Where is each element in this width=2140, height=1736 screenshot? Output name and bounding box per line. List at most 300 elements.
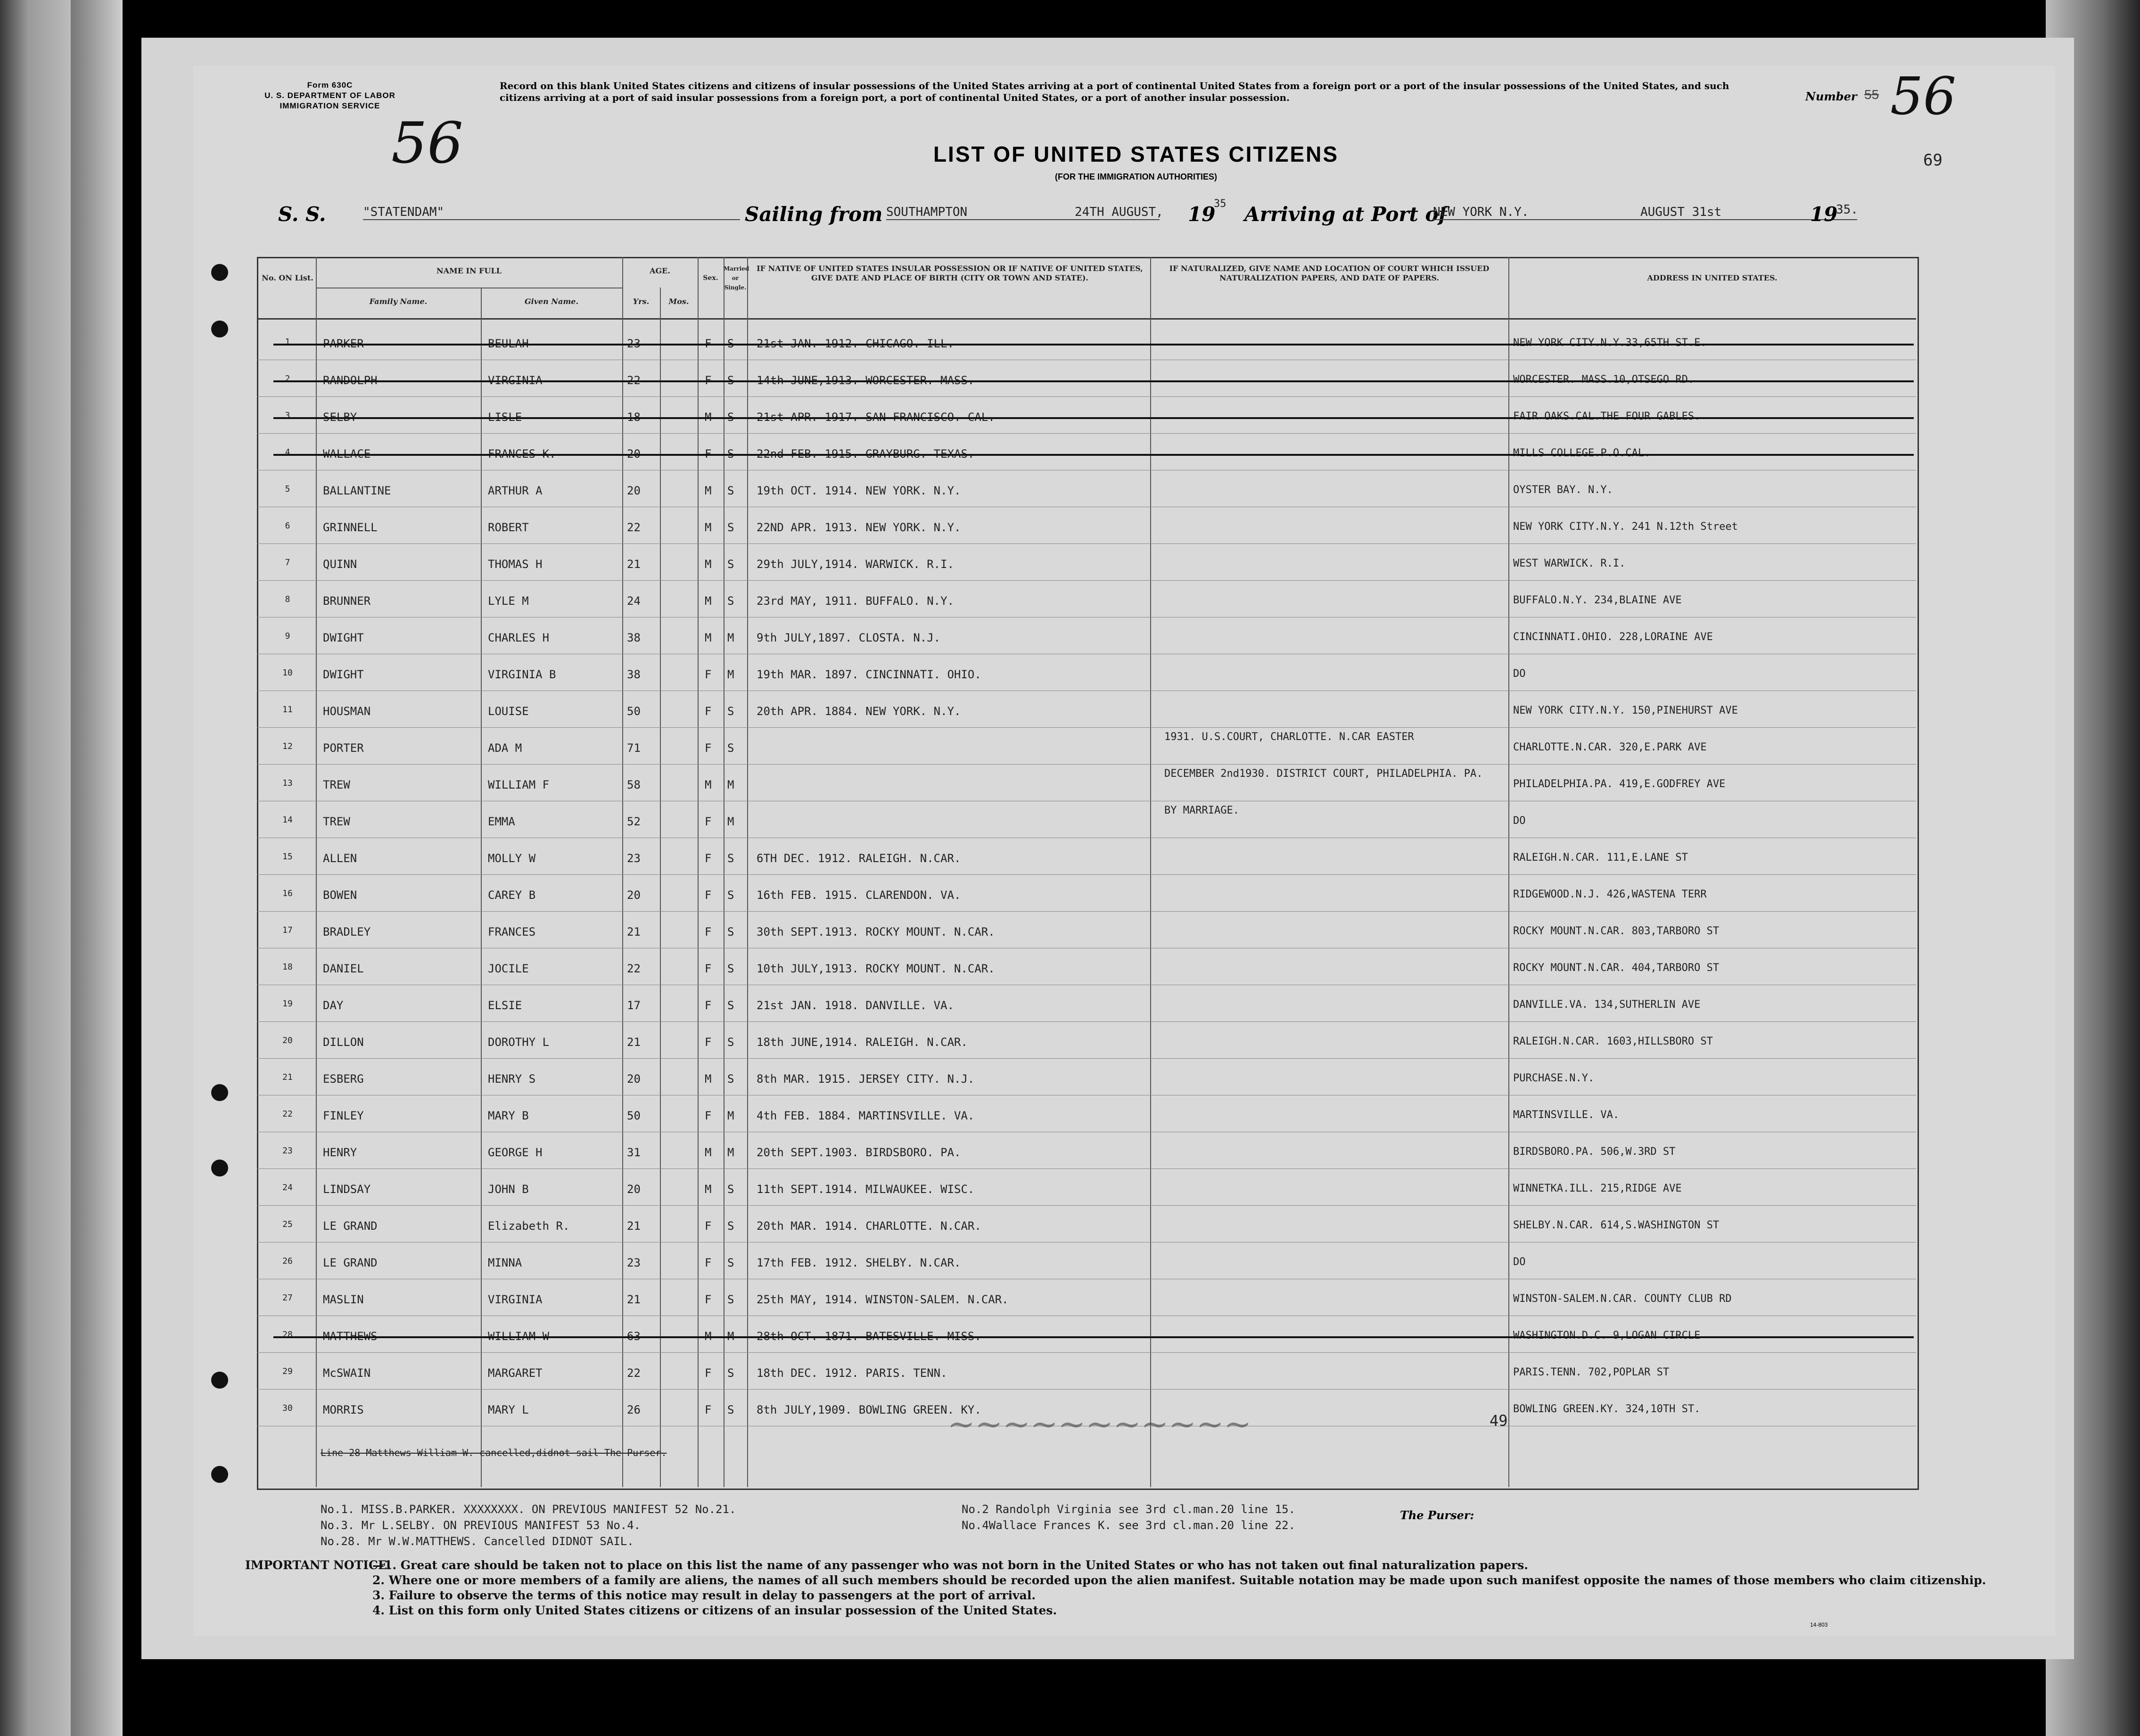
row-given-name: WILLIAM W bbox=[488, 1330, 550, 1343]
year-from-suffix: 35 bbox=[1214, 198, 1226, 210]
row-given-name: LYLE M bbox=[488, 594, 529, 608]
cancel-line: Line-28-Matthews-William-W.-cancelled,didnot sail-The Purser. bbox=[321, 1447, 667, 1458]
row-family-name: HENRY bbox=[323, 1146, 357, 1159]
table-row bbox=[193, 727, 1918, 764]
year-to-suffix: 35. bbox=[1836, 203, 1858, 217]
form-code: 14-803 bbox=[1810, 1621, 1828, 1628]
row-family-name: TREW bbox=[323, 815, 350, 828]
row-family-name: WALLACE bbox=[323, 447, 371, 461]
row-sex: M bbox=[705, 1183, 712, 1196]
row-given-name: THOMAS H bbox=[488, 558, 543, 571]
row-age-yrs: 58 bbox=[627, 778, 641, 791]
table-row bbox=[193, 543, 1918, 580]
row-married-single: S bbox=[727, 337, 734, 350]
row-no: 3 bbox=[285, 411, 290, 420]
row-address: CINCINNATI.OHIO. 228,LORAINE AVE bbox=[1513, 631, 1713, 643]
row-married-single: S bbox=[727, 1366, 734, 1380]
row-age-yrs: 31 bbox=[627, 1146, 641, 1159]
row-sex: F bbox=[705, 1366, 712, 1380]
row-address: MILLS COLLEGE.P.O.CAL. bbox=[1513, 447, 1651, 459]
row-married-single: S bbox=[727, 705, 734, 718]
number-value: 56 bbox=[1890, 66, 1956, 126]
row-given-name: CAREY B bbox=[488, 889, 536, 902]
purser-label: The Purser: bbox=[1400, 1508, 1474, 1522]
row-birth: 14th JUNE,1913. WORCESTER. MASS. bbox=[757, 374, 975, 387]
row-naturalized: BY MARRIAGE. bbox=[1164, 805, 1239, 816]
row-sex: F bbox=[705, 374, 712, 387]
table-row bbox=[193, 911, 1918, 948]
row-birth: 6TH DEC. 1912. RALEIGH. N.CAR. bbox=[757, 852, 961, 865]
row-birth: 30th SEPT.1913. ROCKY MOUNT. N.CAR. bbox=[757, 925, 995, 938]
row-age-yrs: 23 bbox=[627, 1256, 641, 1269]
row-birth: 16th FEB. 1915. CLARENDON. VA. bbox=[757, 889, 961, 902]
row-sex: F bbox=[705, 1293, 712, 1306]
date-from: 24TH AUGUST, bbox=[1075, 205, 1163, 219]
row-address: MARTINSVILLE. VA. bbox=[1513, 1109, 1620, 1121]
row-married-single: S bbox=[727, 1072, 734, 1086]
table-row bbox=[193, 874, 1918, 911]
row-given-name: DOROTHY L bbox=[488, 1036, 550, 1049]
row-birth: 18th DEC. 1912. PARIS. TENN. bbox=[757, 1366, 947, 1380]
row-family-name: PORTER bbox=[323, 741, 364, 755]
row-address: WORCESTER. MASS.10,OTSEGO RD. bbox=[1513, 374, 1695, 386]
bottom-notes-left: No.1. MISS.B.PARKER. XXXXXXXX. ON PREVIOUS MANIFEST 52 No.21. No.3. Mr L.SELBY. ON PREVIOUS MANIFEST 53 No.4. No.28. Mr W.W.MATTHEWS. Cancelled DIDNOT SAIL. bbox=[321, 1503, 736, 1548]
table-row bbox=[193, 1205, 1918, 1242]
table-row bbox=[193, 323, 1918, 360]
row-family-name: MORRIS bbox=[323, 1403, 364, 1416]
row-sex: M bbox=[705, 411, 712, 424]
row-address: WINNETKA.ILL. 215,RIDGE AVE bbox=[1513, 1183, 1682, 1194]
form-id: Form 630C U. S. DEPARTMENT OF LABOR IMMIGRATION SERVICE bbox=[264, 81, 395, 110]
row-married-single: S bbox=[727, 411, 734, 424]
row-age-yrs: 71 bbox=[627, 741, 641, 755]
row-sex: F bbox=[705, 705, 712, 718]
row-age-yrs: 23 bbox=[627, 337, 641, 350]
row-given-name: VIRGINIA bbox=[488, 1293, 543, 1306]
row-age-yrs: 23 bbox=[627, 852, 641, 865]
sailing-from-label: Sailing from bbox=[745, 203, 883, 226]
row-sex: F bbox=[705, 962, 712, 975]
row-no: 14 bbox=[282, 815, 293, 825]
row-married-single: S bbox=[727, 1036, 734, 1049]
row-address: PURCHASE.N.Y. bbox=[1513, 1072, 1595, 1084]
header-age: AGE. bbox=[650, 266, 670, 275]
header-birth: IF NATIVE OF UNITED STATES INSULAR POSSESSION OR IF NATIVE OF UNITED STATES, GIVE DATE AND PLACE OF BIRTH (CITY OR TOWN AND STATE). bbox=[757, 264, 1143, 282]
row-given-name: HENRY S bbox=[488, 1072, 536, 1086]
row-married-single: S bbox=[727, 447, 734, 461]
row-age-yrs: 21 bbox=[627, 1293, 641, 1306]
header-name-in-full: NAME IN FULL bbox=[436, 266, 502, 275]
table-row bbox=[193, 396, 1918, 433]
handwritten-number: 56 bbox=[391, 111, 463, 176]
row-sex: M bbox=[705, 594, 712, 608]
row-age-yrs: 18 bbox=[627, 411, 641, 424]
row-address: NEW YORK CITY.N.Y.33,65TH ST.E. bbox=[1513, 337, 1707, 349]
row-given-name: VIRGINIA bbox=[488, 374, 543, 387]
table-row bbox=[193, 470, 1918, 507]
row-sex: F bbox=[705, 337, 712, 350]
row-given-name: LOUISE bbox=[488, 705, 529, 718]
bottom-notes-right: No.2 Randolph Virginia see 3rd cl.man.20 line 15. No.4Wallace Frances K. see 3rd cl.man.20 line 22. bbox=[962, 1503, 1296, 1532]
row-given-name: MINNA bbox=[488, 1256, 522, 1269]
table-row bbox=[193, 1095, 1918, 1132]
row-address: SHELBY.N.CAR. 614,S.WASHINGTON ST bbox=[1513, 1219, 1720, 1231]
row-married-single: S bbox=[727, 962, 734, 975]
row-birth: 21st APR. 1917. SAN FRANCISCO. CAL. bbox=[757, 411, 995, 424]
row-age-yrs: 38 bbox=[627, 631, 641, 644]
row-family-name: GRINNELL bbox=[323, 521, 378, 534]
strike-through-line bbox=[273, 380, 1914, 382]
table-row bbox=[193, 433, 1918, 470]
table-row bbox=[193, 1132, 1918, 1168]
row-birth: 8th MAR. 1915. JERSEY CITY. N.J. bbox=[757, 1072, 975, 1086]
record-note: Record on this blank United States citizens and citizens of insular possessions of the United States arriving at a port of continental United States from a foreign port or a port of the insular possessions of the United States, and such citizens arriving at a port of said insular possessions from a foreign port, a port of continental United States, or a port of another insular possession. bbox=[500, 80, 1729, 103]
header-family-name: Family Name. bbox=[369, 297, 428, 306]
row-age-yrs: 17 bbox=[627, 999, 641, 1012]
port-to: NEW YORK N.Y. bbox=[1433, 205, 1857, 220]
strike-through-line bbox=[273, 344, 1914, 346]
row-age-yrs: 52 bbox=[627, 815, 641, 828]
table-row bbox=[193, 580, 1918, 617]
row-sex: F bbox=[705, 1403, 712, 1416]
row-family-name: MASLIN bbox=[323, 1293, 364, 1306]
row-age-yrs: 24 bbox=[627, 594, 641, 608]
row-sex: F bbox=[705, 999, 712, 1012]
row-family-name: LE GRAND bbox=[323, 1256, 378, 1269]
row-sex: M bbox=[705, 631, 712, 644]
row-no: 7 bbox=[285, 558, 290, 568]
row-no: 25 bbox=[282, 1219, 293, 1229]
row-no: 28 bbox=[282, 1330, 293, 1340]
ship-name: "STATENDAM" bbox=[363, 205, 740, 220]
number-label: Number bbox=[1805, 90, 1857, 103]
row-family-name: MATTHEWS bbox=[323, 1330, 378, 1343]
row-given-name: ELSIE bbox=[488, 999, 522, 1012]
row-age-yrs: 21 bbox=[627, 558, 641, 571]
row-address: NEW YORK CITY.N.Y. 150,PINEHURST AVE bbox=[1513, 705, 1738, 716]
row-married-single: S bbox=[727, 1219, 734, 1233]
row-sex: F bbox=[705, 852, 712, 865]
row-family-name: LE GRAND bbox=[323, 1219, 378, 1233]
row-married-single: S bbox=[727, 1256, 734, 1269]
row-address: BIRDSBORO.PA. 506,W.3RD ST bbox=[1513, 1146, 1676, 1158]
row-no: 17 bbox=[282, 925, 293, 935]
row-given-name: BEULAH bbox=[488, 337, 529, 350]
row-family-name: DWIGHT bbox=[323, 631, 364, 644]
row-given-name: MARGARET bbox=[488, 1366, 543, 1380]
row-sex: F bbox=[705, 815, 712, 828]
row-sex: F bbox=[705, 925, 712, 938]
header-divider bbox=[257, 318, 1916, 320]
date-to: AUGUST 31st bbox=[1640, 205, 1722, 219]
row-age-yrs: 20 bbox=[627, 1183, 641, 1196]
row-given-name: VIRGINIA B bbox=[488, 668, 556, 681]
notice-items: —1. Great care should be taken not to place on this list the name of any passenger who was not born in the United States or who has not taken out final naturalization papers. 2. Where one or more members of a family are aliens, the names of all such members should be recorded upon the alien manifest. Suitable notation may be made upon such manifest opposite the names of those members who claim citizenship. 3. Failure to observe the terms of this notice may result in delay to passengers at the port of arrival. 4. List on this form only United States citizens or citizens of an insular possession of the United States. bbox=[372, 1558, 1986, 1617]
row-no: 30 bbox=[282, 1403, 293, 1413]
table-row bbox=[193, 1316, 1918, 1352]
row-family-name: BRADLEY bbox=[323, 925, 371, 938]
row-no: 1 bbox=[285, 337, 290, 347]
table-row bbox=[193, 1242, 1918, 1279]
row-no: 26 bbox=[282, 1256, 293, 1266]
row-given-name: MOLLY W bbox=[488, 852, 536, 865]
row-address: BOWLING GREEN.KY. 324,10TH ST. bbox=[1513, 1403, 1701, 1415]
row-family-name: QUINN bbox=[323, 558, 357, 571]
row-birth: 20th SEPT.1903. BIRDSBORO. PA. bbox=[757, 1146, 961, 1159]
table-row bbox=[193, 691, 1918, 727]
row-no: 2 bbox=[285, 374, 290, 384]
header-address: ADDRESS IN UNITED STATES. bbox=[1647, 273, 1778, 282]
row-age-yrs: 26 bbox=[627, 1403, 641, 1416]
row-family-name: DWIGHT bbox=[323, 668, 364, 681]
row-married-single: M bbox=[727, 631, 734, 644]
row-naturalized: DECEMBER 2nd1930. DISTRICT COURT, PHILADELPHIA. PA. bbox=[1164, 768, 1483, 780]
row-sex: M bbox=[705, 484, 712, 497]
row-age-yrs: 20 bbox=[627, 484, 641, 497]
row-given-name: ROBERT bbox=[488, 521, 529, 534]
row-no: 5 bbox=[285, 484, 290, 494]
row-birth: 25th MAY, 1914. WINSTON-SALEM. N.CAR. bbox=[757, 1293, 1009, 1306]
row-family-name: TREW bbox=[323, 778, 350, 791]
table-row bbox=[193, 985, 1918, 1021]
row-no: 24 bbox=[282, 1183, 293, 1193]
header-married-single: Married or Single. bbox=[724, 265, 749, 291]
row-sex: M bbox=[705, 558, 712, 571]
row-married-single: S bbox=[727, 594, 734, 608]
row-married-single: M bbox=[727, 815, 734, 828]
film-edge-left bbox=[0, 0, 71, 1736]
row-no: 22 bbox=[282, 1109, 293, 1119]
row-address: DANVILLE.VA. 134,SUTHERLIN AVE bbox=[1513, 999, 1701, 1011]
row-sex: M bbox=[705, 521, 712, 534]
row-married-single: S bbox=[727, 925, 734, 938]
row-given-name: JOHN B bbox=[488, 1183, 529, 1196]
row-no: 29 bbox=[282, 1366, 293, 1376]
row-no: 16 bbox=[282, 889, 293, 898]
row-age-yrs: 22 bbox=[627, 521, 641, 534]
table-row bbox=[193, 764, 1918, 801]
row-given-name: LISLE bbox=[488, 411, 522, 424]
row-no: 15 bbox=[282, 852, 293, 862]
row-given-name: JOCILE bbox=[488, 962, 529, 975]
row-no: 23 bbox=[282, 1146, 293, 1156]
row-no: 9 bbox=[285, 631, 290, 641]
row-naturalized: 1931. U.S.COURT, CHARLOTTE. N.CAR EASTER bbox=[1164, 731, 1414, 743]
table-row bbox=[193, 948, 1918, 985]
binding-edge bbox=[71, 0, 123, 1736]
row-birth: 8th JULY,1909. BOWLING GREEN. KY. bbox=[757, 1403, 981, 1416]
table-row bbox=[193, 1352, 1918, 1389]
row-family-name: ALLEN bbox=[323, 852, 357, 865]
row-address: PHILADELPHIA.PA. 419,E.GODFREY AVE bbox=[1513, 778, 1726, 790]
row-married-single: S bbox=[727, 558, 734, 571]
table-row bbox=[193, 801, 1918, 838]
row-sex: F bbox=[705, 668, 712, 681]
row-age-yrs: 63 bbox=[627, 1330, 641, 1343]
row-age-yrs: 21 bbox=[627, 925, 641, 938]
row-birth: 20th MAR. 1914. CHARLOTTE. N.CAR. bbox=[757, 1219, 981, 1233]
row-birth: 11th SEPT.1914. MILWAUKEE. WISC. bbox=[757, 1183, 975, 1196]
table-row bbox=[193, 1021, 1918, 1058]
row-address: RALEIGH.N.CAR. 111,E.LANE ST bbox=[1513, 852, 1688, 864]
header-yrs: Yrs. bbox=[633, 297, 650, 306]
row-address: RIDGEWOOD.N.J. 426,WASTENA TERR bbox=[1513, 889, 1707, 900]
row-married-single: M bbox=[727, 668, 734, 681]
row-given-name: MARY B bbox=[488, 1109, 529, 1122]
page-title: LIST OF UNITED STATES CITIZENS bbox=[933, 142, 1339, 166]
row-age-yrs: 21 bbox=[627, 1036, 641, 1049]
row-no: 13 bbox=[282, 778, 293, 788]
row-birth: 23rd MAY, 1911. BUFFALO. N.Y. bbox=[757, 594, 955, 608]
table-row bbox=[193, 1279, 1918, 1316]
row-family-name: BRUNNER bbox=[323, 594, 371, 608]
row-married-single: M bbox=[727, 778, 734, 791]
row-age-yrs: 22 bbox=[627, 962, 641, 975]
row-family-name: FINLEY bbox=[323, 1109, 364, 1122]
row-family-name: DILLON bbox=[323, 1036, 364, 1049]
row-family-name: SELBY bbox=[323, 411, 357, 424]
row-given-name: WILLIAM F bbox=[488, 778, 550, 791]
row-address: NEW YORK CITY.N.Y. 241 N.12th Street bbox=[1513, 521, 1738, 533]
row-married-single: S bbox=[727, 852, 734, 865]
row-address: RALEIGH.N.CAR. 1603,HILLSBORO ST bbox=[1513, 1036, 1713, 1047]
row-age-yrs: 20 bbox=[627, 447, 641, 461]
row-age-yrs: 22 bbox=[627, 1366, 641, 1380]
row-married-single: S bbox=[727, 1403, 734, 1416]
row-age-yrs: 38 bbox=[627, 668, 641, 681]
row-no: 20 bbox=[282, 1036, 293, 1045]
row-family-name: DAY bbox=[323, 999, 344, 1012]
row-married-single: S bbox=[727, 1293, 734, 1306]
table-row bbox=[193, 507, 1918, 543]
row-no: 27 bbox=[282, 1293, 293, 1303]
punch-hole bbox=[211, 1466, 228, 1483]
page-number: 69 bbox=[1923, 151, 1942, 170]
row-family-name: HOUSMAN bbox=[323, 705, 371, 718]
row-address: BUFFALO.N.Y. 234,BLAINE AVE bbox=[1513, 594, 1682, 606]
row-sex: F bbox=[705, 1036, 712, 1049]
row-married-single: M bbox=[727, 1330, 734, 1343]
row-given-name: GEORGE H bbox=[488, 1146, 543, 1159]
table-row bbox=[193, 1058, 1918, 1095]
row-birth: 18th JUNE,1914. RALEIGH. N.CAR. bbox=[757, 1036, 968, 1049]
row-family-name: PARKER bbox=[323, 337, 364, 350]
row-birth: 19th OCT. 1914. NEW YORK. N.Y. bbox=[757, 484, 961, 497]
table-row bbox=[193, 617, 1918, 654]
row-no: 6 bbox=[285, 521, 290, 531]
row-birth: 9th JULY,1897. CLOSTA. N.J. bbox=[757, 631, 941, 644]
row-married-single: S bbox=[727, 374, 734, 387]
row-family-name: ESBERG bbox=[323, 1072, 364, 1086]
row-no: 8 bbox=[285, 594, 290, 604]
row-sex: F bbox=[705, 889, 712, 902]
row-sex: M bbox=[705, 1330, 712, 1343]
row-family-name: McSWAIN bbox=[323, 1366, 371, 1380]
header-no: No. ON List. bbox=[262, 273, 313, 282]
row-birth: 21st JAN. 1912. CHICAGO. ILL. bbox=[757, 337, 955, 350]
table-row bbox=[193, 654, 1918, 691]
table-row bbox=[193, 838, 1918, 874]
row-birth: 28th OCT. 1871. BATESVILLE. MISS. bbox=[757, 1330, 981, 1343]
header-naturalized: IF NATURALIZED, GIVE NAME AND LOCATION OF COURT WHICH ISSUED NATURALIZATION PAPERS, AND DATE OF PAPERS. bbox=[1169, 264, 1490, 282]
row-family-name: RANDOLPH bbox=[323, 374, 378, 387]
strike-through-line bbox=[273, 454, 1914, 456]
row-address: DO bbox=[1513, 815, 1526, 827]
row-birth: 20th APR. 1884. NEW YORK. N.Y. bbox=[757, 705, 961, 718]
row-address: CHARLOTTE.N.CAR. 320,E.PARK AVE bbox=[1513, 741, 1707, 753]
manifest-page bbox=[141, 38, 2074, 1659]
row-sex: M bbox=[705, 1072, 712, 1086]
row-sex: M bbox=[705, 778, 712, 791]
number-struck: 55 bbox=[1864, 87, 1879, 102]
row-sex: F bbox=[705, 1256, 712, 1269]
row-given-name: MARY L bbox=[488, 1403, 529, 1416]
row-age-yrs: 20 bbox=[627, 889, 641, 902]
row-no: 12 bbox=[282, 741, 293, 751]
table-row bbox=[193, 360, 1918, 396]
row-birth: 17th FEB. 1912. SHELBY. N.CAR. bbox=[757, 1256, 961, 1269]
row-married-single: S bbox=[727, 741, 734, 755]
row-birth: 4th FEB. 1884. MARTINSVILLE. VA. bbox=[757, 1109, 975, 1122]
punch-hole bbox=[211, 264, 228, 281]
row-given-name: ADA M bbox=[488, 741, 522, 755]
row-address: DO bbox=[1513, 1256, 1526, 1268]
header-given-name: Given Name. bbox=[524, 297, 579, 306]
row-married-single: M bbox=[727, 1109, 734, 1122]
row-no: 11 bbox=[282, 705, 293, 715]
row-family-name: BALLANTINE bbox=[323, 484, 391, 497]
row-married-single: S bbox=[727, 999, 734, 1012]
row-sex: F bbox=[705, 1219, 712, 1233]
row-age-yrs: 22 bbox=[627, 374, 641, 387]
row-family-name: LINDSAY bbox=[323, 1183, 371, 1196]
row-address: PARIS.TENN. 702,POPLAR ST bbox=[1513, 1366, 1670, 1378]
row-married-single: S bbox=[727, 1183, 734, 1196]
header-mos: Mos. bbox=[668, 297, 689, 306]
row-given-name: CHARLES H bbox=[488, 631, 550, 644]
strike-through-line bbox=[273, 417, 1914, 419]
row-married-single: M bbox=[727, 1146, 734, 1159]
row-given-name: FRANCES K. bbox=[488, 447, 556, 461]
row-age-yrs: 50 bbox=[627, 705, 641, 718]
row-address: WEST WARWICK. R.I. bbox=[1513, 558, 1626, 569]
inspector-signature: ~~~~~~~~~~~ bbox=[947, 1405, 1252, 1443]
row-birth: 10th JULY,1913. ROCKY MOUNT. N.CAR. bbox=[757, 962, 995, 975]
row-address: ROCKY MOUNT.N.CAR. 803,TARBORO ST bbox=[1513, 925, 1720, 937]
row-no: 4 bbox=[285, 447, 290, 457]
stamp-49: 49 bbox=[1490, 1412, 1508, 1430]
row-birth: 29th JULY,1914. WARWICK. R.I. bbox=[757, 558, 955, 571]
table-row bbox=[193, 1168, 1918, 1205]
row-age-yrs: 50 bbox=[627, 1109, 641, 1122]
row-given-name: ARTHUR A bbox=[488, 484, 543, 497]
row-birth: 22ND APR. 1913. NEW YORK. N.Y. bbox=[757, 521, 961, 534]
manifest-form bbox=[193, 66, 2055, 1636]
year-to-prefix: 19 bbox=[1810, 203, 1838, 226]
row-sex: F bbox=[705, 741, 712, 755]
row-given-name: EMMA bbox=[488, 815, 515, 828]
ss-label: S. S. bbox=[278, 203, 326, 226]
row-address: FAIR OAKS.CAL.THE FOUR GABLES. bbox=[1513, 411, 1701, 422]
strike-through-line bbox=[273, 1336, 1914, 1338]
row-family-name: BOWEN bbox=[323, 889, 357, 902]
row-married-single: S bbox=[727, 889, 734, 902]
row-sex: F bbox=[705, 1109, 712, 1122]
row-given-name: FRANCES bbox=[488, 925, 536, 938]
row-age-yrs: 20 bbox=[627, 1072, 641, 1086]
row-birth: 19th MAR. 1897. CINCINNATI. OHIO. bbox=[757, 668, 981, 681]
row-no: 21 bbox=[282, 1072, 293, 1082]
